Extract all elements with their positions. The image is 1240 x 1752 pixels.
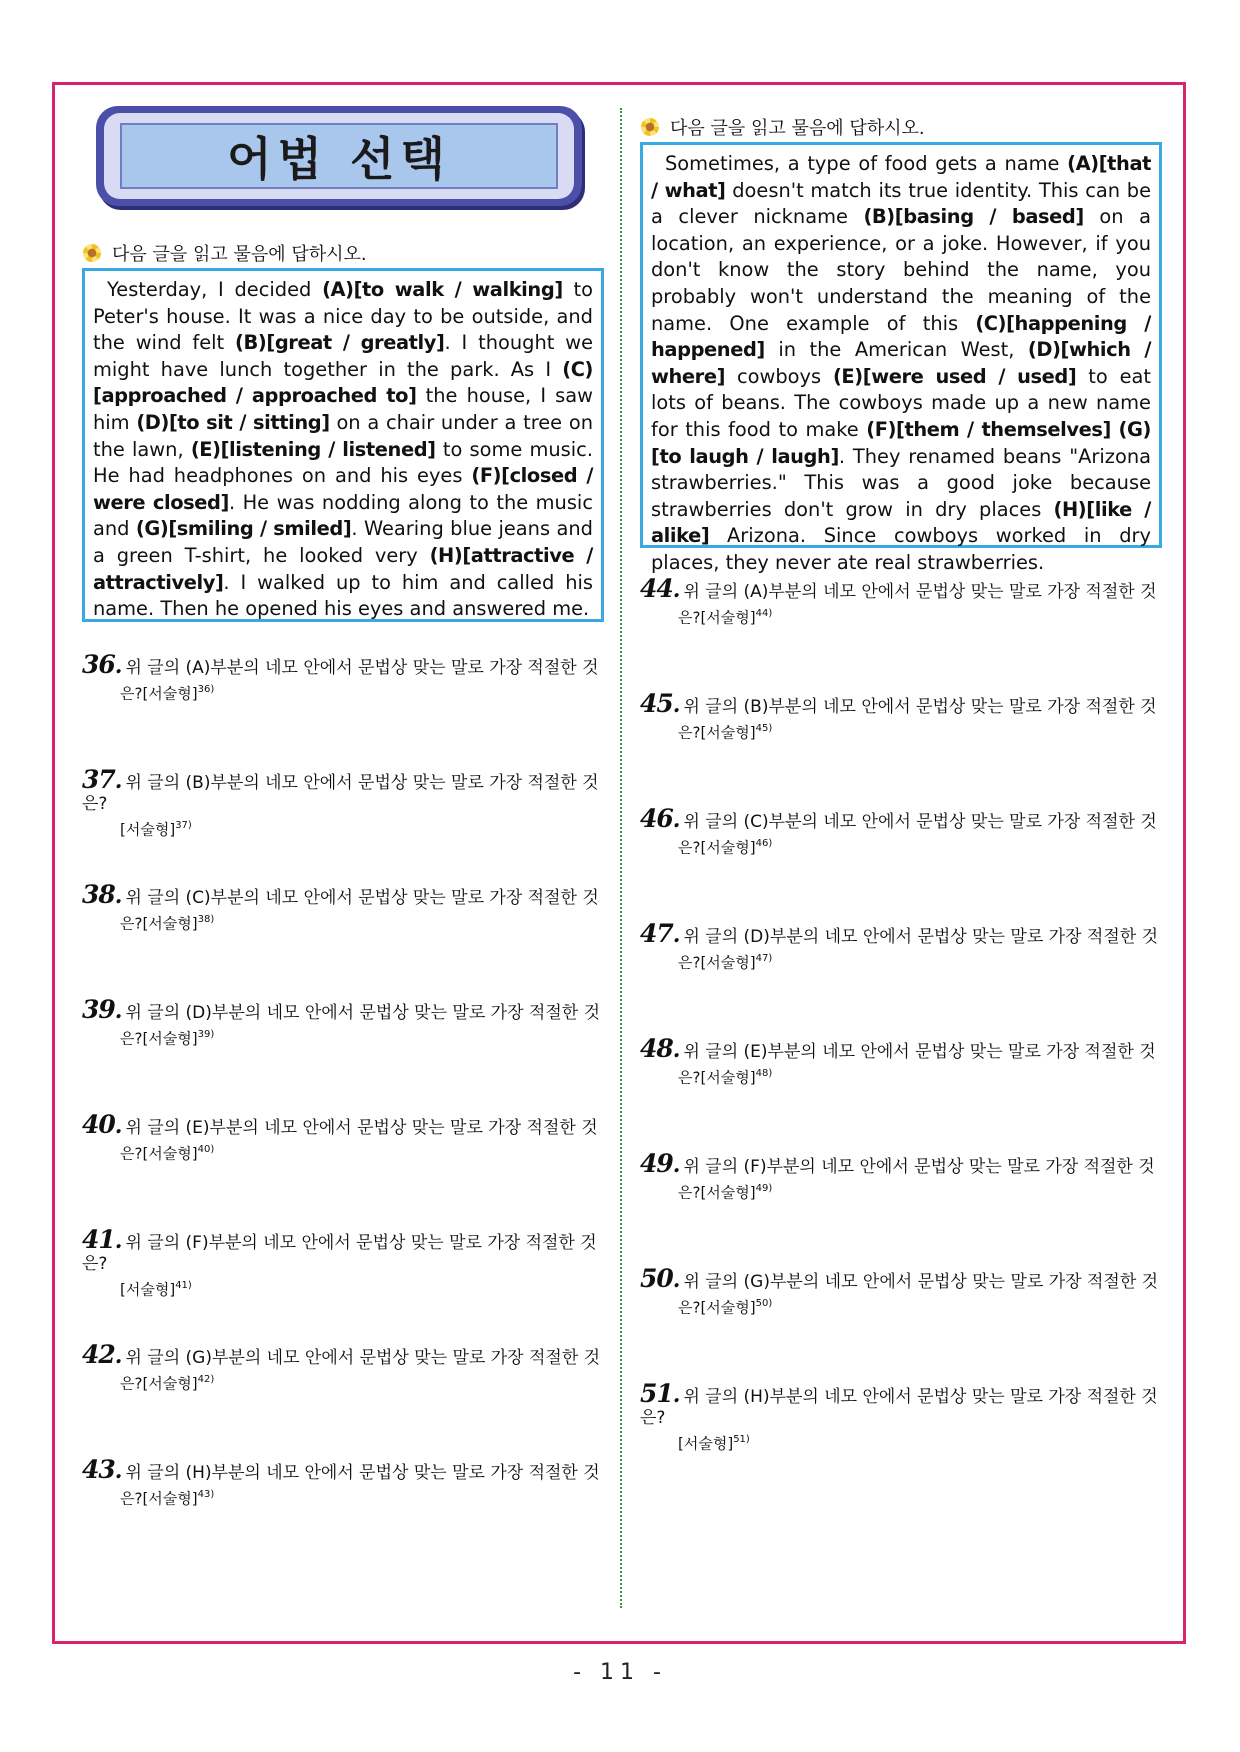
question-text: 위 글의 (D)부분의 네모 안에서 문법상 맞는 말로 가장 적절한 것 — [125, 1003, 600, 1023]
question-49 — [640, 1149, 1162, 1204]
grammar-choice: (H)[like / alike] — [651, 497, 1151, 548]
passage-text: Yesterday, I decided — [107, 278, 323, 301]
passage-text: cowboys — [725, 364, 833, 388]
footnote-ref: 38) — [197, 914, 215, 925]
question-number: 47. — [640, 919, 680, 948]
question-number: 38. — [82, 880, 122, 909]
question-51 — [640, 1379, 1162, 1455]
question-type-tag: [서술형] — [678, 1434, 734, 1453]
footnote-ref: 37) — [175, 820, 192, 831]
grammar-choice: (H)[attractive / attractively] — [93, 543, 593, 594]
question-text: 위 글의 (D)부분의 네모 안에서 문법상 맞는 말로 가장 적절한 것 — [683, 927, 1158, 947]
footnote-ref: 46) — [755, 838, 773, 849]
grammar-choice: (C)[approached / approached to] — [93, 357, 593, 408]
flower-icon — [640, 117, 660, 137]
question-type-tag: 은?[서술형] — [678, 1068, 756, 1087]
footnote-ref: 39) — [197, 1029, 215, 1040]
passage-text: doesn't match its true identity. This can be a clever nickname — [651, 178, 1152, 229]
question-number: 40. — [82, 1110, 122, 1139]
question-43 — [82, 1455, 604, 1510]
passage-text: . I thought we might have lunch together in the park. As I — [93, 331, 594, 381]
question-number: 50. — [640, 1264, 680, 1293]
footnote-ref: 48) — [755, 1068, 773, 1079]
footnote-ref: 41) — [175, 1280, 192, 1291]
question-41 — [82, 1225, 604, 1301]
question-number: 51. — [640, 1379, 680, 1408]
footnote-ref: 36) — [197, 684, 215, 695]
question-type-tag: 은?[서술형] — [120, 914, 198, 933]
reading-passage-2 — [640, 142, 1162, 574]
grammar-choice: (F)[them / themselves] — [866, 417, 1112, 441]
passage-text: on a chair under a tree on the lawn, — [93, 410, 594, 461]
question-36 — [82, 650, 604, 705]
instruction-text: 다음 글을 읽고 물음에 답하시오. — [670, 118, 925, 139]
footnote-ref: 51) — [733, 1434, 750, 1445]
question-type-tag: 은?[서술형] — [678, 1298, 756, 1317]
question-text: 위 글의 (C)부분의 네모 안에서 문법상 맞는 말로 가장 적절한 것 — [683, 812, 1157, 832]
footnote-ref: 44) — [755, 608, 773, 619]
question-text: 위 글의 (G)부분의 네모 안에서 문법상 맞는 말로 가장 적절한 것 — [683, 1272, 1159, 1292]
footnote-ref: 42) — [197, 1374, 215, 1385]
passage-text: Sometimes, a type of food gets a name — [665, 152, 1068, 175]
question-text: 위 글의 (F)부분의 네모 안에서 문법상 맞는 말로 가장 적절한 것 — [683, 1157, 1155, 1177]
question-38 — [82, 880, 604, 935]
question-40 — [82, 1110, 604, 1165]
grammar-choice: (A)[to walk / walking] — [322, 278, 563, 301]
question-text: 위 글의 (B)부분의 네모 안에서 문법상 맞는 말로 가장 적절한 것은? — [82, 773, 599, 814]
footnote-ref: 49) — [755, 1183, 773, 1194]
question-number: 44. — [640, 574, 680, 603]
section-title-badge — [96, 106, 582, 206]
question-text: 위 글의 (E)부분의 네모 안에서 문법상 맞는 말로 가장 적절한 것 — [683, 1042, 1156, 1062]
instruction-left — [82, 240, 367, 266]
question-number: 49. — [640, 1149, 680, 1178]
question-type-tag: 은?[서술형] — [120, 1029, 198, 1048]
grammar-choice: (D)[which / where] — [651, 338, 1151, 388]
grammar-choice: (A)[that / what] — [651, 152, 1151, 202]
question-number: 48. — [640, 1034, 680, 1063]
grammar-choice: (C)[happening / happened] — [651, 311, 1151, 362]
question-type-tag: 은?[서술형] — [678, 723, 756, 742]
question-number: 41. — [82, 1225, 122, 1254]
grammar-choice: (F)[closed / were closed] — [93, 464, 593, 514]
question-text: 위 글의 (H)부분의 네모 안에서 문법상 맞는 말로 가장 적절한 것은? — [640, 1387, 1158, 1428]
question-type-tag: 은?[서술형] — [678, 838, 756, 857]
question-44 — [640, 574, 1162, 629]
question-45 — [640, 689, 1162, 744]
flower-icon — [82, 243, 102, 263]
question-text: 위 글의 (A)부분의 네모 안에서 문법상 맞는 말로 가장 적절한 것 — [683, 582, 1157, 602]
reading-passage-1 — [82, 268, 604, 622]
passage-text: . He was nodding along to the music and — [93, 490, 593, 541]
passage-text: Arizona. Since cowboys worked in dry places, they never ate real strawberries. — [651, 524, 1151, 574]
question-type-tag: 은?[서술형] — [120, 684, 198, 703]
passage-text: . I walked up to him and called his name. Then he opened his eyes and answered me. — [93, 570, 593, 621]
question-number: 39. — [82, 995, 122, 1024]
question-47 — [640, 919, 1162, 974]
question-type-tag: 은?[서술형] — [678, 608, 756, 627]
grammar-choice: (D)[to sit / sitting] — [136, 410, 330, 434]
question-type-tag: [서술형] — [120, 1280, 176, 1299]
question-type-tag: 은?[서술형] — [120, 1489, 198, 1508]
question-number: 36. — [82, 650, 122, 679]
passage-text: to Peter's house. It was a nice day to be outside, and the wind felt — [93, 278, 593, 355]
grammar-choice: (G)[smiling / smiled] — [135, 517, 352, 541]
question-number: 43. — [82, 1455, 122, 1484]
footnote-ref: 45) — [755, 723, 773, 734]
question-50 — [640, 1264, 1162, 1319]
footnote-ref: 47) — [755, 953, 773, 964]
question-text: 위 글의 (H)부분의 네모 안에서 문법상 맞는 말로 가장 적절한 것 — [125, 1463, 600, 1483]
question-48 — [640, 1034, 1162, 1089]
grammar-choice: (G)[to laugh / laugh] — [651, 417, 1151, 468]
question-text: 위 글의 (A)부분의 네모 안에서 문법상 맞는 말로 가장 적절한 것 — [125, 658, 599, 678]
question-number: 45. — [640, 689, 680, 718]
passage-text — [1111, 418, 1119, 441]
question-37 — [82, 765, 604, 841]
question-type-tag: 은?[서술형] — [120, 1144, 198, 1163]
footnote-ref: 40) — [197, 1144, 215, 1155]
question-text: 위 글의 (C)부분의 네모 안에서 문법상 맞는 말로 가장 적절한 것 — [125, 888, 599, 908]
question-39 — [82, 995, 604, 1050]
question-42 — [82, 1340, 604, 1395]
instruction-right — [640, 114, 925, 140]
question-text: 위 글의 (G)부분의 네모 안에서 문법상 맞는 말로 가장 적절한 것 — [125, 1348, 601, 1368]
passage-text: the house, I saw him — [93, 384, 593, 434]
question-number: 37. — [82, 765, 122, 794]
question-text: 위 글의 (E)부분의 네모 안에서 문법상 맞는 말로 가장 적절한 것 — [125, 1118, 598, 1138]
footnote-ref: 50) — [755, 1298, 773, 1309]
footnote-ref: 43) — [197, 1489, 215, 1500]
question-text: 위 글의 (B)부분의 네모 안에서 문법상 맞는 말로 가장 적절한 것 — [683, 697, 1157, 717]
grammar-choice: (B)[great / greatly] — [235, 331, 445, 355]
question-type-tag: 은?[서술형] — [678, 953, 756, 972]
question-46 — [640, 804, 1162, 859]
question-type-tag: [서술형] — [120, 820, 176, 839]
instruction-text: 다음 글을 읽고 물음에 답하시오. — [112, 244, 367, 265]
grammar-choice: (E)[listening / listened] — [190, 437, 436, 461]
column-divider — [620, 108, 622, 1608]
question-number: 46. — [640, 804, 680, 833]
question-text: 위 글의 (F)부분의 네모 안에서 문법상 맞는 말로 가장 적절한 것은? — [82, 1233, 597, 1274]
grammar-choice: (E)[were used / used] — [832, 364, 1077, 388]
passage-text: on a location, an experience, or a joke. However, if you don't know the story behind the name, you probably won't understand the meaning of the name. One example of this — [651, 205, 1151, 335]
passage-text: . They renamed beans "Arizona strawberries." This was a good joke because strawberries don't grow in dry places — [651, 444, 1151, 521]
question-number: 42. — [82, 1340, 122, 1369]
page-number: - 11 - — [573, 1660, 667, 1685]
passage-text: . Wearing blue jeans and a green T-shirt, he looked very — [93, 517, 593, 567]
passage-text: to some music. He had headphones on and his eyes — [93, 437, 593, 488]
section-title: 어법 선택 — [227, 132, 451, 186]
grammar-choice: (B)[basing / based] — [863, 205, 1084, 229]
question-type-tag: 은?[서술형] — [678, 1183, 756, 1202]
question-type-tag: 은?[서술형] — [120, 1374, 198, 1393]
passage-text: to eat lots of beans. The cowboys made up a new name for this food to make — [651, 364, 1151, 441]
passage-text: in the American West, — [764, 338, 1028, 362]
